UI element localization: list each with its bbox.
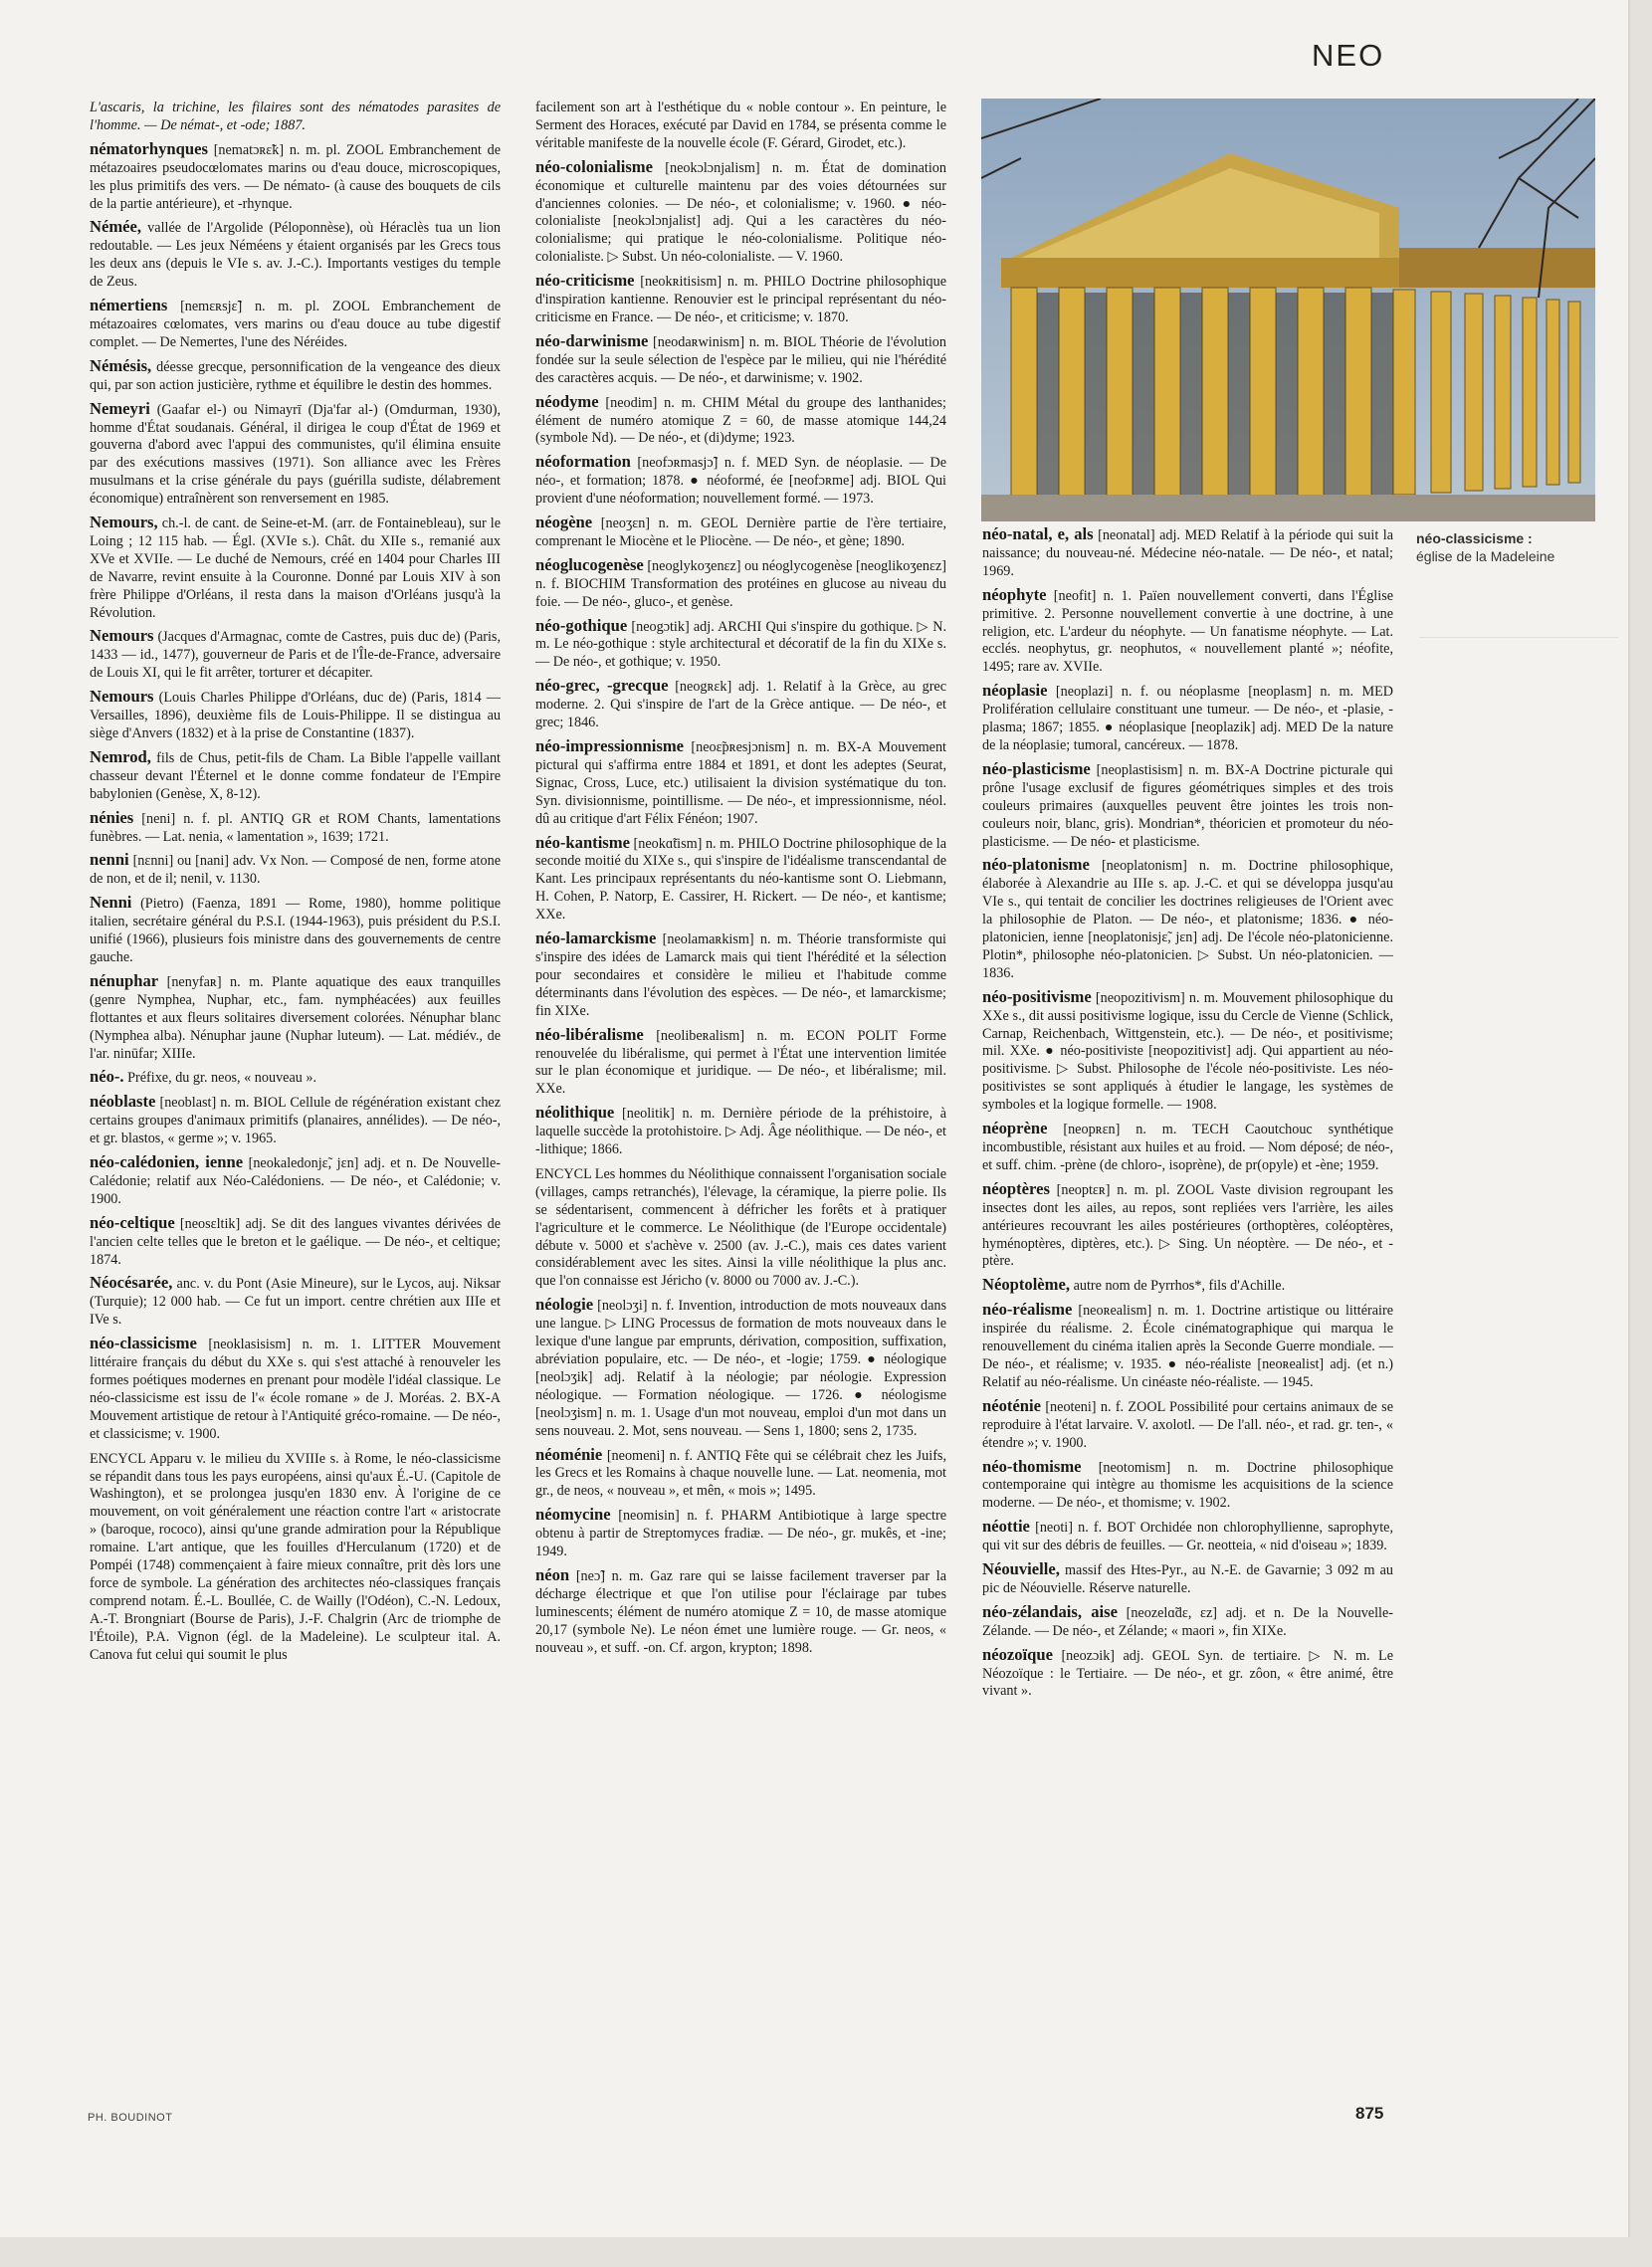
caption-text: église de la Madeleine [1416,548,1555,564]
definition: [neolitik] n. m. Dernière période de la préhistoire, à laquelle succède la protohistoire. ▷ Adj. Âge néolithique. — De néo-, et -lithique; 1866. [535,1106,946,1158]
encyclopedic-note [535,1164,946,1291]
dictionary-entry [535,1104,946,1159]
definition: [neomisin] n. f. PHARM Antibiotique à large spectre obtenu à partir de Streptomyces fradiæ. — De néo-, gr. mukês, et -ine; 1949. [535,1508,946,1560]
headword: néo-classicisme [90,1334,197,1353]
dictionary-entry [535,453,946,509]
dictionary-entry [90,297,501,352]
headword: nenni [90,850,129,870]
church-illustration [981,99,1595,521]
column-1 [90,98,501,2098]
dictionary-entry [90,1093,501,1148]
dictionary-entry [535,556,946,612]
column-2 [535,98,946,2098]
definition: [neoʒɛn] n. m. GEOL Dernière partie de l'ère tertiaire, comprenant le Miocène et le Pliocène. — De néo-, et gène; 1890. [535,515,946,549]
headword: Nemeyri [90,398,150,418]
dictionary-entry [90,748,501,804]
dictionary-entry [535,737,946,829]
caption-title: néo-classicisme : [1416,530,1533,546]
headword: néo-lamarckisme [535,928,657,948]
dictionary-entry [535,1296,946,1440]
dictionary-entry [535,617,946,673]
encyclopedic-note [90,1449,501,1665]
dictionary-entry [90,688,501,743]
definition: fils de Chus, petit-fils de Cham. La Bible l'appelle vaillant chasseur devant l'Éternel et le donne comme fondateur de l'Empire babylonien (Genèse, X, 8-12). [90,749,501,802]
headword: néo-natal, e, als [982,525,1094,543]
headword: néo-libéralisme [535,1024,644,1044]
dictionary-entry [535,1446,946,1502]
definition: [neokɔlɔnjalism] n. m. État de domination économique et culturelle maintenu par des voies détournées sur d'anciennes colonies. — De néo-, et colonialisme; v. 1960. ● néo-colonialiste [neokɔlɔnjalist] adj. Qui a les caractères du néo-colonialisme; qui pratique le néo-colonialisme. Politique néo-colonialiste. ▷ Subst. Un néo-colonialiste. — V. 1960. [535,159,946,266]
headword: Néouvielle, [982,1559,1060,1579]
headword: néo-positivisme [982,986,1092,1006]
dictionary-entry [535,332,946,388]
definition: (Louis Charles Philippe d'Orléans, duc de) (Paris, 1814 — Versailles, 1896), deuxième fils de Louis-Philippe. Il se distingua au siège d'Anvers (1832) et à la prise de Constantine (1837). [90,690,501,741]
caption-divider [1419,637,1618,638]
headword: néoglucogenèse [535,554,644,574]
headword: néo-zélandais, aise [982,1601,1118,1621]
definition: [nɛnni] ou [nani] adv. Vx Non. — Composé de nen, forme atone de non, et de il; nenil, v. 1130. [90,853,501,888]
headword: néolithique [535,1103,615,1123]
dictionary-entry [90,1068,501,1088]
photo-credit: PH. BOUDINOT [88,2112,173,2124]
headword: néottie [982,1517,1030,1537]
headword: néo-gothique [535,615,628,635]
definition: [neokʀitisism] n. m. PHILO Doctrine philosophique d'inspiration kantienne. Renouvier est le principal représentant du néo-criticisme en France. — De néo-, et criticisme; v. 1870. [535,274,946,325]
headword: néo-thomisme [982,1456,1082,1476]
figure-caption [1416,529,1615,565]
headword: néoténie [982,1395,1041,1415]
dictionary-entry [982,856,1393,982]
definition: anc. v. du Pont (Asie Mineure), sur le Lycos, auj. Niksar (Turquie); 12 000 hab. — Ce fut un import. centre chrétien aux IIIe et IVe s. [90,1276,501,1329]
definition: déesse grecque, personnification de la vengeance des dieux qui, par son action justicière, rythme et équilibre le destin des hommes. [90,358,501,393]
definition: [neoklasisism] n. m. 1. LITTER Mouvement littéraire français du début du XXe s. qui s'est attaché à renouveler les formes poétiques modernes en prenant pour modèle l'idéal classique. Le néo-classicisme est issu de l'« école romane » de J. Moréas. 2. BX-A Mouvement artistique de retour à l'Antiquité gréco-romaine. — De néo-, et classicisme; v. 1900. [90,1337,501,1442]
headword: Nemrod, [90,746,151,766]
definition: autre nom de Pyrrhos*, fils d'Achille. [1073,1278,1286,1295]
dictionary-entry [982,760,1393,852]
headword: néo-impressionnisme [535,736,685,755]
dictionary-entry [982,1603,1393,1641]
headword: Nemours, [90,513,158,532]
headword: néon [535,1564,570,1584]
definition: [neopozitivism] n. m. Mouvement philosophique du XXe s., dit aussi positivisme logique, issu du Cercle de Vienne (Schlick, Carnap, Reichenbach, Wittgenstein, etc.). — De néo-, et positivisme; mil. XXe. ● néo-positiviste [neopozitivist] adj. Qui appartient au néo-positivisme. ▷ Subst. Philosophe de l'école néo-positiviste. Les néo-positivistes se sont appliqués à étudier le langage, les systèmes de symboles et la logique formelle. — 1908. [982,989,1393,1114]
definition: ch.-l. de cant. de Seine-et-M. (arr. de Fontainebleau), sur le Loing ; 12 115 hab. — Égl. (XVIe s.). Chât. du XIIe s., remanié aux XVe et XVIIe. — Le duché de Nemours, créé en 1404 pour Charles III de Navarre, revint ensuite à la Couronne. Donné par Louis XIV à son frère Philippe d'Orléans, il resta dans la maison d'Orléans jusqu'à la Révolution. [90,515,501,621]
headword: Nenni [90,893,132,913]
definition: [neomeni] n. f. ANTIQ Fête qui se célébrait chez les Juifs, les Grecs et les Romains à chaque nouvelle lune. — Lat. neomenia, mot gr., de neos, « nouveau », et mên, « mois »; 1495. [535,1447,946,1500]
headword: néo-celtique [90,1212,175,1232]
madeleine-photo [981,99,1595,521]
dictionary-entry [982,1458,1393,1514]
dictionary-entry [90,357,501,395]
definition: [neoɛ̃pʀesjɔnism] n. m. BX-A Mouvement pictural qui s'affirma entre 1884 et 1891, et dont les adeptes (Seurat, Signac, Cross, Luce, etc.) utilisaient la division systématique du ton. Syn. divisionnisme, pointillisme. — De néo-, et impressionnisme, néol. dû au critique d'art Félix Fénéon; 1907. [535,739,946,827]
definition: [neozelɑ̃dɛ, ɛz] adj. et n. De la Nouvelle-Zélande. — De néo-, et Zélande; « maori », fin XIXe. [982,1604,1393,1639]
dictionary-entry [90,98,501,135]
headword: Némésis, [90,355,152,375]
headword: Nemours [90,687,154,707]
definition: [neɔ̃] n. m. Gaz rare qui se laisse facilement traverser par la décharge électrique et que l'on utilise pour l'éclairage par tubes luminescents; élément de numéro atomique Z = 10, de masse atomique 20,17 (symbole Ne). Le néon émet une lumière rouge. — Gr. neos, « nouveau », et suff. -on. Cf. argon, krypton; 1898. [535,1567,946,1656]
headword: néoblaste [90,1092,156,1112]
dictionary-entry [90,1335,501,1443]
dictionary-entry [535,1026,946,1100]
dictionary-entry [982,525,1393,581]
dictionary-entry [90,1153,501,1209]
column-3 [982,525,1393,2098]
dictionary-entry [90,514,501,622]
definition: [neni] n. f. pl. ANTIQ GR et ROM Chants, lamentations funèbres. — Lat. nenia, « lamentation », 1639; 1721. [90,810,501,845]
definition: [neoplatonism] n. m. Doctrine philosophique, élaborée à Alexandrie au IIIe s. ap. J.-C. et qui se développa jusqu'au VIe s., qui tentait de concilier les doctrines religieuses de l'Orient avec la philosophie de Platon. — De néo-, et platonisme; 1836. ● néo-platonicien, ienne [neoplatonisjɛ̃, jɛn] adj. De l'école néo-platonicienne. Plotin*, philosophe néo-platonicien. ▷ Subst. Un néo-platonicien. — 1836. [982,858,1393,981]
dictionary-entry [90,809,501,847]
definition: facilement son art à l'esthétique du « noble contour ». En peinture, le Serment des Horaces, exécuté par David en 1784, se présenta comme le véritable manifeste de la nouvelle école (F. Gérard, Girodet, etc.). [535,100,946,151]
page-number: 875 [1355,2104,1384,2123]
headword: néologie [535,1295,594,1315]
definition: L'ascaris, la trichine, les filaires sont des nématodes parasites de l'homme. — De némat-, et -ode; 1887. [90,100,501,133]
definition: [neoblast] n. m. BIOL Cellule de régénération existant chez certains groupes d'animaux primitifs (planaires, annélides). — De néo-, et gr. blastos, « germe »; v. 1965. [90,1095,501,1147]
headword: néo-calédonien, ienne [90,1152,244,1172]
definition: [neoti] n. f. BOT Orchidée non chlorophyllienne, saprophyte, qui vit sur des débris de feuilles. — Gr. neotteia, « nid d'oiseau »; 1839. [982,1520,1393,1554]
definition: (Gaafar el-) ou Nimayrī (Dja'far al-) (Omdurman, 1930), homme d'État soudanais. Général, il dirigea le coup d'État de 1969 et gouverna d'abord avec l'appui des communistes, qu'il élimina ensuite par des exécutions massives (1971). Son alliance avec les Frères musulmans et la crise générale du pays (guérilla sudiste, délabrement économique) entraînèrent son renversement en 1985. [90,401,501,508]
dictionary-entry [535,98,946,153]
headword: néo-colonialisme [535,156,653,176]
dictionary-entry [90,218,501,292]
dictionary-entry [982,1518,1393,1555]
definition: [neozɔik] adj. GEOL Syn. de tertiaire. ▷ N. m. Le Néozoïque : le Tertiaire. — De néo-, et gr. zôon, « être animé, être vivant ». [982,1647,1393,1700]
headword: néo-kantisme [535,832,630,852]
dictionary-entry [90,1214,501,1270]
dictionary-entry [90,851,501,889]
headword: néo-. [90,1067,124,1087]
dictionary-entry [535,1506,946,1561]
definition: (Pietro) (Faenza, 1891 — Rome, 1980), homme politique italien, secrétaire général du P.S.I. (1944-1963), puis président du P.S.I. unifié (1966), plusieurs fois ministre dans des gouvernements de centre gauche. [90,896,501,965]
dictionary-entry [982,1560,1393,1598]
dictionary-entry [535,929,946,1021]
definition: [neonatal] adj. MED Relatif à la période qui suit la naissance; du nouveau-né. Médecine néo-natale. — De néo-, et natal; 1969. [982,527,1393,579]
definition: [neoplastisism] n. m. BX-A Doctrine picturale qui prône l'usage exclusif de figures géométriques simples et des trois couleurs primaires (auxquelles peuvent être jointes les trois non-couleurs noir, blanc, gris). Mondrian*, théoricien et promoteur du néo-plasticisme. — De néo- et plasticisme. [982,761,1393,850]
headword: némertiens [90,296,168,315]
headword: Néocésarée, [90,1273,173,1293]
headword: néo-grec, -grecque [535,676,669,696]
definition: [neoplazi] n. f. ou néoplasme [neoplasm] n. m. MED Prolifération cellulaire constituant une tumeur. — De néo-, et -plasie, -plasma; 1867; 1855. ● néoplasique [neoplazik] adj. MED De la nature de la néoplasie; tumoral, cancéreux. — 1878. [982,684,1393,753]
dictionary-entry [982,1646,1393,1702]
headword: néoménie [535,1444,603,1464]
dictionary-entry [982,1180,1393,1272]
headword: néo-plasticisme [982,758,1091,778]
dictionary-entry [535,393,946,449]
definition: [neogɔtik] adj. ARCHI Qui s'inspire du gothique. ▷ N. m. Le néo-gothique : style architectural et décoratif de la fin du XIXe s. — De néo-, et gothique; v. 1950. [535,618,946,671]
headword: Néoptolème, [982,1275,1071,1295]
definition: [neolibeʀalism] n. m. ECON POLIT Forme renouvelée du libéralisme, qui permet à l'État une intervention limitée sur le plan économique et juridique. — De néo-, et libéralisme; mil. XXe. [535,1027,946,1098]
dictionary-entry [982,988,1393,1115]
definition: [neopʀɛn] n. m. TECH Caoutchouc synthétique incombustible, résistant aux huiles et au froid. — Nom déposé; de néo-, et suff. chim. -prène (de chloro-, isoprène), de pr(opyle) et -ène; 1959. [982,1122,1393,1173]
headword: Nemours [90,626,154,646]
headword: néoformation [535,452,631,472]
headword: néophyte [982,584,1047,604]
definition: vallée de l'Argolide (Péloponnèse), où Héraclès tua un lion redoutable. — Les jeux Néméens y étaient organisés par les Grecs tous les deux ans (depuis le VIe s. av. J.-C.). Importants vestiges du temple de Zeus. [90,220,501,291]
definition: Préfixe, du gr. neos, « nouveau ». [127,1070,317,1087]
definition: (Jacques d'Armagnac, comte de Castres, puis duc de) (Paris, 1433 — id., 1477), gouverneur de Paris et de l'Île-de-France, adversaire de Louis XI, qui le fit arrêter, torturer et décapiter. [90,629,501,682]
dictionary-entry [535,158,946,267]
dictionary-entry [90,972,501,1064]
definition: [neofit] n. 1. Païen nouvellement converti, dans l'Église primitive. 2. Personne nouvellement convertie à une doctrine, à une religion, etc. L'ardeur du néophyte. — Un fanatisme néophyte. — Lat. ecclés. neophytus, gr. neophutos, « nouvellement planté »; néofite, 1495; rare av. XVIIe. [982,587,1393,676]
definition: [neokɑ̃tism] n. m. PHILO Doctrine philosophique de la seconde moitié du XIXe s., qui s'inspire de l'idéalisme transcendantal de Kant. Les principaux représentants du néo-kantisme sont O. Liebmann, H. Cohen, P. Natorp, E. Cassirer, H. Rickert. — De néo-, et kantisme; XXe. [535,835,946,924]
headword: nématorhynques [90,138,208,158]
headword: néoprène [982,1119,1048,1138]
headword: néogène [535,513,593,532]
definition: [neofɔʀmasjɔ̃] n. f. MED Syn. de néoplasie. — De néo-, et formation; 1878. ● néoformé, ée [neofɔʀme] adj. BIOL Qui provient d'une néoformation; nouvellement formé. — 1973. [535,455,946,508]
definition: [neodaʀwinism] n. m. BIOL Théorie de l'évolution fondée sur la seule sélection de l'espèce par le milieu, qui nie l'hérédité des caractères acquis. — De néo-, et darwinisme; v. 1902. [535,333,946,386]
dictionary-entry [535,272,946,327]
definition: [neoglykoʒenɛz] ou néoglycogenèse [neoglikoʒenɛz] n. f. BIOCHIM Transformation des protéines en glucose au niveau du foie. — De néo-, gluco-, et genèse. [535,557,946,610]
definition: ENCYCL Apparu v. le milieu du XVIIIe s. à Rome, le néo-classicisme se répandit dans tous les pays européens, ainsi qu'aux É.-U. (Capitole de Washington), et se prolongea jusqu'en 1830 env. À l'origine de ce mouvement, on voit généralement une réaction contre l'art « aristocrate » (baroque, rococo), ainsi qu'une grande admiration pour la République romaine. L'art antique, que les fouilles d'Herculanum (1720) et de Pompéi (1748) commençaient à faire mieux connaître, prit dès lors une force de symbole. La génération des architectes néo-classiques français comprend notam. É.-L. Boullée, C. de Wailly (l'Odéon), C.-N. Ledoux, A.-T. Brongniart (Bourse de Paris), J.-F. Chalgrin (Arc de triomphe de l'Étoile), P.A. Vignon (égl. de la Madeleine). Le sculpteur ital. A. Canova fut celui qui soumit le plus [90,1450,501,1663]
dictionary-entry [90,894,501,967]
dictionary-entry [90,140,501,214]
dictionary-entry [982,1397,1393,1453]
definition: [neolɔʒi] n. f. Invention, introduction de mots nouveaux dans une langue. ▷ LING Processus de formation de mots nouveaux dans le lexique d'une langue par emprunts, dérivation, composition, suffixation, abréviation populaire, etc. — De néo-, et -logie; 1759. ● néologique [neolɔʒik] adj. Relatif à la néologie; par néologie. Expression néologique. — Formation néologique. — 1726. ● néologisme [neolɔʒism] n. m. 1. Usage d'un mot nouveau, emploi d'un mot dans un sens nouveau. 2. Mot, sens nouveau. — Sens 1, 1800; sens 2, 1735. [535,1298,946,1439]
definition: [neoptɛʀ] n. m. pl. ZOOL Vaste division regroupant les insectes dont les ailes, au repos, sont repliées vers l'arrière, les ailes antérieures recouvrant les ailes postérieures (orthoptères, coléoptères, hyménoptères, diptères, etc.). ▷ Sing. Un néoptère. — De néo-, et -ptère. [982,1181,1393,1270]
definition: massif des Htes-Pyr., au N.-E. de Gavarnie; 3 092 m au pic de Néouvielle. Réserve naturelle. [982,1562,1393,1596]
definition: [neolamaʀkism] n. m. Théorie transformiste qui s'inspire des idées de Lamarck mais qui tient l'hérédité et la sélection pour secondaires et considère le milieu et l'habitude comme déterminants dans l'évolution des espèces. — De néo-, et lamarckisme; fin XIXe. [535,931,946,1019]
dictionary-entry [982,1301,1393,1392]
headword: néoptères [982,1178,1050,1198]
dictionary-entry [982,1276,1393,1296]
headword: nénies [90,807,134,827]
dictionary-entry [982,1120,1393,1175]
headword: néodyme [535,391,599,411]
headword: néo-réalisme [982,1300,1073,1320]
dictionary-entry [90,627,501,683]
definition: [neosɛltik] adj. Se dit des langues vivantes dérivées de l'ancien celte telles que le breton et le gaélique. — De néo-, et celtique; 1874. [90,1215,501,1268]
dictionary-entry [535,677,946,732]
headword: néozoïque [982,1644,1053,1664]
dictionary-entry [90,400,501,509]
headword: néomycine [535,1505,611,1525]
dictionary-entry [535,514,946,551]
dictionary-entry [982,682,1393,755]
definition: [neoteni] n. f. ZOOL Possibilité pour certains animaux de se reproduire à l'état larvaire. V. axolotl. — De l'all. néo-, et rad. gr. ten-, « étendre »; v. 1900. [982,1398,1393,1451]
running-head: NEO [1312,38,1385,73]
definition: [neoʀealism] n. m. 1. Doctrine artistique ou littéraire inspirée du réalisme. 2. École cinématographique qui marqua le renouvellement du cinéma italien après la Seconde Guerre mondiale. — De néo-, et réalisme; v. 1935. ● néo-réaliste [neoʀealist] adj. (et n.) Relatif au néo-réalisme. Un cinéaste néo-réaliste. — 1945. [982,1303,1393,1390]
dictionary-entry [982,586,1393,678]
headword: néo-darwinisme [535,330,649,350]
dictionary-entry [535,834,946,926]
headword: néoplasie [982,681,1048,701]
definition: [nenyfaʀ] n. m. Plante aquatique des eaux tranquilles (genre Nymphea, Nuphar, etc., fam. nymphéacées) aux feuilles flottantes et aux fleurs solitaires diversement colorées. Nénuphar blanc (Nymphea alba). Nénuphar jaune (Nuphar luteum). — Lat. médiév., de l'ar. ninūfar; XIIIe. [90,973,501,1062]
headword: néo-platonisme [982,855,1090,875]
definition: ENCYCL Les hommes du Néolithique connaissent l'organisation sociale (villages, camps retranchés), l'élevage, la céramique, la pierre polie. Ils se sédentarisent, commencent à défricher les forêts et à pratiquer l'agriculture et le commerce. Le Néolithique (de l'Europe occidentale) débute v. 5000 et s'achève v. 2500 (av. J.-C.), mais ces dates varient considérablement avec les sites. Ainsi la ville néolithique la plus anc. que l'on connaisse est Jéricho (v. 8000 ou 7000 av. J.-C.). [535,1165,946,1290]
definition: [nemɛʀsjɛ̃] n. m. pl. ZOOL Embranchement de métazoaires cœlomates, vers marins ou d'eau douce au tube digestif complet. — De Nemertes, l'une des Néréides. [90,299,501,350]
headword: Némée, [90,217,142,237]
dictionary-entry [90,1274,501,1330]
definition: [neodim] n. m. CHIM Métal du groupe des lanthanides; élément de numéro atomique Z = 60, de masse atomique 144,24 (symbole Nd). — De néo-, et (di)dyme; 1923. [535,394,946,447]
definition: [nematɔʀɛ̃k] n. m. pl. ZOOL Embranchement de métazoaires pseudocœlomates marins ou d'eau douce, microscopiques, les plus primitifs des vers. — De némato- (à cause des bouquets de cils de la partie antérieure), et -rhynque. [90,141,501,212]
headword: néo-criticisme [535,271,635,291]
definition: [neotomism] n. m. Doctrine philosophique contemporaine qui intègre au thomisme les acquisitions de la science moderne. — De néo-, et thomisme; v. 1902. [982,1459,1393,1512]
definition: [neogʀɛk] adj. 1. Relatif à la Grèce, au grec moderne. 2. Qui s'inspire de l'art de la Grèce antique. — De néo-, et grec; 1846. [535,679,946,731]
definition: [neokaledonjɛ̃, jɛn] adj. et n. De Nouvelle-Calédonie; relatif aux Néo-Calédoniens. — De néo-, et Calédonie; v. 1900. [90,1155,501,1207]
dictionary-entry [535,1566,946,1658]
headword: nénuphar [90,970,159,990]
